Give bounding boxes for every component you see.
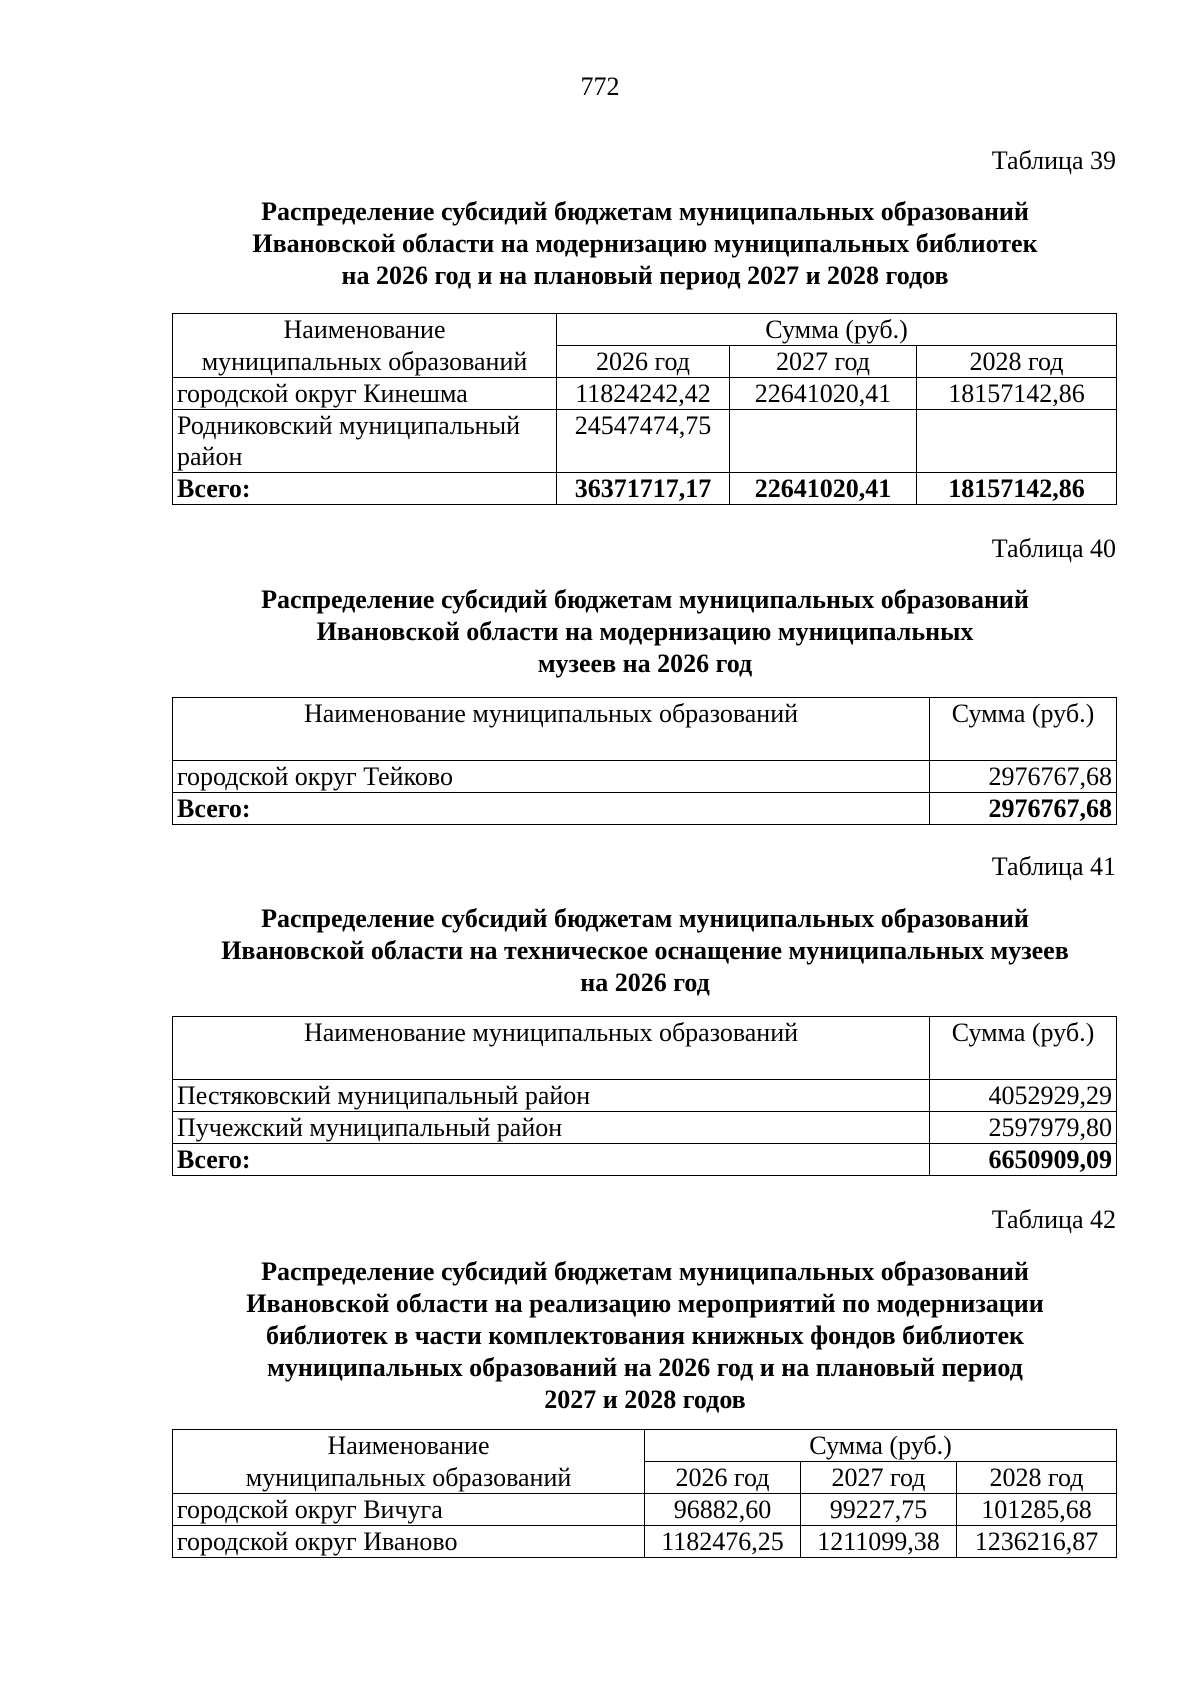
table-41 <box>172 1016 1117 1176</box>
title-line: Ивановской области на модернизацию муниципальных библиотек <box>252 229 1038 258</box>
value-2026: 24547474,75 <box>557 410 730 473</box>
total-value: 6650909,09 <box>930 1144 1117 1176</box>
table-40 <box>172 697 1117 825</box>
municipality-name: Пучежский муниципальный район <box>173 1112 930 1144</box>
total-row <box>173 473 1117 505</box>
header-year: 2027 год <box>801 1462 957 1494</box>
table-42 <box>172 1429 1117 1558</box>
title-line: на 2026 год и на плановый период 2027 и 2028 годов <box>341 261 949 290</box>
value: 4052929,29 <box>930 1080 1117 1112</box>
table-row <box>173 1526 1117 1558</box>
table-row <box>173 1112 1117 1144</box>
total-label: Всего: <box>173 793 930 825</box>
value-2027 <box>730 410 917 473</box>
title-line: Ивановской области на модернизацию муниципальных <box>316 617 974 646</box>
title-line: Распределение субсидий бюджетам муниципальных образований <box>261 197 1029 226</box>
total-label: Всего: <box>173 1144 930 1176</box>
municipality-name: городской округ Вичуга <box>173 1494 645 1526</box>
header-sum: Сумма (руб.) <box>809 1431 952 1460</box>
table-41-title <box>170 903 1120 999</box>
value-2027: 99227,75 <box>801 1494 957 1526</box>
table-41-label: Таблица 41 <box>991 852 1116 881</box>
table-40-title <box>170 584 1120 680</box>
header-name-line1: Наименование <box>327 1431 490 1460</box>
value-2028: 1236216,87 <box>957 1526 1117 1558</box>
header-name-line2: муниципальных образований <box>201 346 528 376</box>
value-2028: 101285,68 <box>957 1494 1117 1526</box>
total-row <box>173 1144 1117 1176</box>
total-2028: 18157142,86 <box>917 473 1117 505</box>
value-2027: 1211099,38 <box>801 1526 957 1558</box>
title-line: музеев на 2026 год <box>537 649 753 678</box>
header-sum: Сумма (руб.) <box>765 315 908 344</box>
value-2027: 22641020,41 <box>730 378 917 410</box>
table-39-label: Таблица 39 <box>991 146 1116 175</box>
header-year: 2026 год <box>645 1462 801 1494</box>
table-row <box>173 410 1117 473</box>
header-name-line2: муниципальных образований <box>245 1462 572 1492</box>
header-name-cell <box>173 346 557 378</box>
municipality-name: городской округ Кинешма <box>173 378 557 410</box>
header-name-line1: Наименование <box>283 315 446 344</box>
municipality-name-line2: район <box>177 442 243 471</box>
header-name-cell <box>173 1462 645 1494</box>
table-42-title <box>170 1256 1120 1416</box>
header-year: 2026 год <box>557 346 730 378</box>
table-40-label: Таблица 40 <box>991 534 1116 563</box>
header-sum: Сумма (руб.) <box>930 698 1117 761</box>
table-row <box>173 1080 1117 1112</box>
header-sum-cell <box>645 1430 1117 1462</box>
title-line: на 2026 год <box>580 968 710 997</box>
value-2028 <box>917 410 1117 473</box>
header-sum: Сумма (руб.) <box>930 1017 1117 1080</box>
title-line: 2027 и 2028 годов <box>544 1385 746 1414</box>
title-line: библиотек в части комплектования книжных фондов библиотек <box>265 1321 1025 1350</box>
header-name-cell <box>173 314 557 346</box>
table-row <box>173 378 1117 410</box>
total-row <box>173 793 1117 825</box>
value-2026: 1182476,25 <box>645 1526 801 1558</box>
header-year: 2028 год <box>917 346 1117 378</box>
header-name-cell <box>173 1430 645 1462</box>
total-2027: 22641020,41 <box>730 473 917 505</box>
header-name: Наименование муниципальных образований <box>173 1017 930 1080</box>
table-row <box>173 1494 1117 1526</box>
municipality-name <box>173 410 557 473</box>
total-2026: 36371717,17 <box>557 473 730 505</box>
header-year: 2028 год <box>957 1462 1117 1494</box>
title-line: Распределение субсидий бюджетам муниципальных образований <box>261 904 1029 933</box>
title-line: муниципальных образований на 2026 год и на плановый период <box>267 1353 1023 1382</box>
header-sum-cell <box>557 314 1117 346</box>
header-year: 2027 год <box>730 346 917 378</box>
value-2026: 11824242,42 <box>557 378 730 410</box>
municipality-name: городской округ Иваново <box>173 1526 645 1558</box>
table-39-title <box>170 196 1120 292</box>
title-line: Распределение субсидий бюджетам муниципальных образований <box>261 1257 1029 1286</box>
title-line: Ивановской области на техническое оснащение муниципальных музеев <box>221 936 1069 965</box>
value-2028: 18157142,86 <box>917 378 1117 410</box>
table-row <box>173 761 1117 793</box>
table-39 <box>172 313 1117 505</box>
value-2026: 96882,60 <box>645 1494 801 1526</box>
total-value: 2976767,68 <box>930 793 1117 825</box>
title-line: Ивановской области на реализацию мероприятий по модернизации <box>246 1289 1044 1318</box>
municipality-name-line1: Родниковский муниципальный <box>177 411 520 440</box>
municipality-name: городской округ Тейково <box>173 761 930 793</box>
header-name: Наименование муниципальных образований <box>173 698 930 761</box>
page-number: 772 <box>580 72 620 101</box>
title-line: Распределение субсидий бюджетам муниципальных образований <box>261 585 1029 614</box>
municipality-name: Пестяковский муниципальный район <box>173 1080 930 1112</box>
value: 2597979,80 <box>930 1112 1117 1144</box>
total-label: Всего: <box>173 473 557 505</box>
value: 2976767,68 <box>930 761 1117 793</box>
table-42-label: Таблица 42 <box>991 1205 1116 1234</box>
